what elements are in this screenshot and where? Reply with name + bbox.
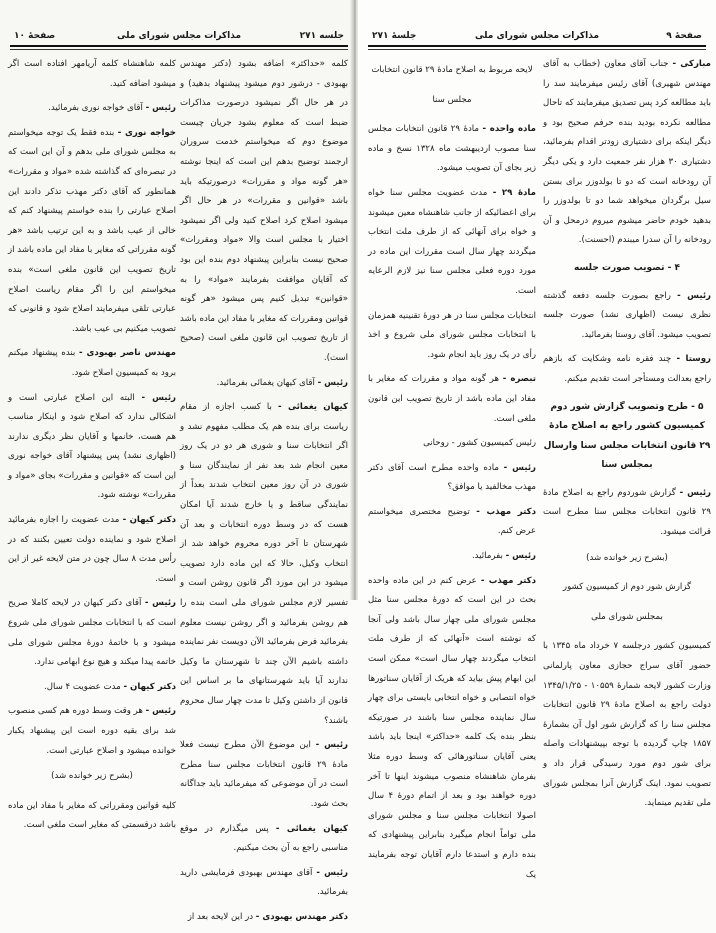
speaker-paragraph bbox=[368, 370, 536, 429]
paragraph-text: مدت عضویت ۴ سال. bbox=[44, 681, 121, 692]
running-title: مذاکرات مجلس شورای ملی bbox=[116, 31, 242, 41]
speaker-name: مهندس ناصر بهبودی - bbox=[79, 348, 176, 359]
paragraph bbox=[543, 549, 711, 569]
speaker-paragraph bbox=[180, 398, 348, 731]
speaker-paragraph bbox=[180, 864, 348, 903]
text-column-left bbox=[8, 55, 176, 841]
speaker-name: رئیس - bbox=[144, 598, 177, 609]
text-column-right bbox=[180, 55, 348, 933]
speaker-paragraph bbox=[180, 908, 348, 928]
paragraph-text: مدت عضویت مجلس سنا خواه برای اعضائیکه از جانب شاهنشاه معین میشوند و خواه برای آنهائی که از طرف ملت انتخاب میگردند چهار سال است مقررات این ماده در مورد دوره فعلی مجلس سنا نیز لازم الرعایه است. bbox=[368, 187, 536, 296]
speaker-name: رئیس - bbox=[145, 103, 176, 114]
paragraph-text: بمجلس شورای ملی bbox=[591, 611, 663, 622]
speaker-name: دکتر کیهان - bbox=[122, 515, 176, 526]
page-header bbox=[10, 31, 348, 47]
speaker-paragraph bbox=[543, 350, 711, 389]
header-rule bbox=[10, 49, 348, 50]
paragraph-text: عرض کنم در این ماده واحده بحث در این است که دورهٔ مجلس سنا مثل مجلس شورای ملی چهار سال باشد ولی آنجا که نوشته است «آنهائی که از طرف ملت انتخاب میگردند چهار سال است» ممکن است این ابهام پیش بیاید که هریک از آقایان سناتورها خواه انتصابی و خواه انتخابی بایستی برای چهار سال نماینده مجلس سنا باشند در صورتیکه بنظر بنده یک کلمه «حداکثر» اینجا باید باشد یعنی آقایان سناتورهائی که وسط دوره مثلا بفرمان شاهنشاه منصوب میشوند اینها تا آخر دوره خواهند بود و بعد از اتمام دورهٔ ۴ سال اصولا انتخابات مجلس سنا و مجلس شورای ملی تواماً انجام میگیرد بنابراین پیشنهادی که بنده دارم و استدعا دارم آقایان توجه بفرمایند یک bbox=[368, 575, 536, 880]
paragraph-text: رئیس کمیسیون کشور - روحانی bbox=[423, 438, 536, 449]
right-page bbox=[358, 0, 716, 880]
speaker-name: مادهٔ ۲۹ - bbox=[492, 187, 536, 198]
paragraph-text: کمیسیون کشور درجلسه ۷ خرداد ماه ۱۳۴۵ با حضور آقای سراج حجازی معاون پارلمانی وزارت کشور لایحه شمارهٔ ۱۰۵۵۹ - ۱۳۴۵/۱/۲۵ دولت راجع به اصلاح مادهٔ ۲۹ قانون انتخابات مجلس سنا را که گزارش شور اول آن بشمارهٔ ۱۸۵۷ چاپ گردیده با توجه بپیشنهادات واصله برای شور دوم مورد رسیدگی قرار داد و تصویب نمود. اینک گزارش آنرا بمجلس شورای ملی تقدیم مینماید. bbox=[543, 641, 712, 809]
speaker-name: دکتر مهندس بهبودی - bbox=[255, 911, 348, 922]
header-rule bbox=[368, 49, 706, 50]
page-header bbox=[368, 31, 706, 47]
speaker-name: دکتر مهذب - bbox=[476, 506, 537, 517]
running-title: مذاکرات مجلس شورای ملی bbox=[474, 31, 600, 41]
session-number: جلسه ۲۷۱ bbox=[299, 31, 344, 41]
speaker-name: رئیس - bbox=[679, 487, 712, 498]
speaker-paragraph bbox=[8, 344, 176, 383]
paragraph-text: لایحه مربوط به اصلاح مادهٔ ۲۹ قانون انتخابات bbox=[371, 65, 533, 75]
paragraph-text: مجلس سنا bbox=[432, 94, 472, 105]
paragraph-text: این موضوع الآن مطرح نیست فعلا مادهٔ ۲۹ قانون انتخابات مجلس سنا مطرح است در آن موضوعی که میفرمائید باید جداگانه بحث شود. bbox=[180, 740, 348, 809]
speaker-name: رئیس - bbox=[145, 706, 176, 717]
speaker-name: رئیس - bbox=[315, 740, 349, 751]
speaker-paragraph bbox=[368, 120, 536, 179]
page-number: صفحهٔ ۱۰ bbox=[14, 31, 56, 41]
speaker-paragraph bbox=[8, 702, 176, 761]
speaker-name: رئیس - bbox=[316, 867, 349, 878]
paragraph-text: توضیح مختصری میخواستم عرض کنم. bbox=[368, 506, 536, 537]
paragraph-text: چند فقره نامه وشکایت که بازهم راجع بعدالت ومستأجر است تقدیم میکنم. bbox=[543, 354, 711, 384]
paragraph-text: کلیه قوانین ومقرراتی که مغایر با مفاد این ماده باشد درقسمتی که مغایر است ملغی است. bbox=[8, 800, 176, 831]
session-number: جلسهٔ ۲۷۱ bbox=[372, 31, 417, 41]
speaker-paragraph bbox=[8, 389, 176, 507]
speaker-name: رئیس - bbox=[317, 377, 348, 388]
speaker-paragraph bbox=[368, 572, 536, 886]
paragraph-text: ۵ - طرح وتصویب گزارش شور دوم کمیسیون کشور راجع به اصلاح مادهٔ ۲۹ قانون انتخابات مجلس سنا وارسال بمجلس سنا bbox=[543, 401, 711, 471]
paragraph-text: با کسب اجازه از مقام ریاست برای بنده هم یک مطلب مفهوم نشد و اگر انتخابات سنا و شوری هر دو در یک روز معین انجام شد بعد نفر از نمایندگان سنا و شوری در آن روز معین انتخاب شدند بعداً از نمایندگی ساقط و یا خارج شدند آیا امکان هست که در وسط دوره انتخابات و بعد آن شهرستان تا آخر دوره محروم خواهد شد از انتخاب وکیل، حالا که این ماده دارد تصویب میشود در این مورد اگر قانون روشن است و تفسیر لازم مجلس شورای ملی است بنده را هم روشن بفرمائید و اگر روشن نیست معلوم بفرمائید فرض بفرمائید الآن دویست نفر نماینده داشته باشیم الآن چند تا شهرستان ما وکیل ندارند آیا باید شهرستانهای ما بر اساس این قانون از داشتن وکیل تا مدت چهار سال محروم باشند؟ bbox=[180, 402, 348, 726]
section-heading bbox=[543, 259, 711, 279]
speaker-paragraph bbox=[543, 484, 711, 543]
speaker-paragraph bbox=[368, 459, 536, 498]
paragraph-text: بنده پیشنهاد میکنم برود به کمیسیون اصلاح شود. bbox=[8, 348, 176, 378]
paragraph-text: البته این اصلاح عبارتی است و اشکالی ندارد که اصلاح شود و اینکار مناسب هم هست، خانمها و آقایان نظر دیگری ندارند (اظهاری نشد) پس پیشنهاد آقای خواجه نوری این است که «قوانین و مقررات» بجای «مواد و مقررات» نوشته شود. bbox=[8, 392, 176, 501]
paragraph-text: ماده واحده مطرح است آقای دکتر مهذب مخالفید یا موافق؟ bbox=[368, 462, 536, 493]
paragraph bbox=[368, 91, 536, 111]
paragraph-text: هر وقت وسط دوره هم کسی منصوب شد برای بقیه دوره است این پیشنهاد یکبار خوانده میشود و اصلاح عبارتی است. bbox=[8, 706, 176, 756]
speaker-paragraph bbox=[368, 184, 536, 302]
paragraph-text: بفرمائید. bbox=[471, 551, 503, 562]
paragraph-text: کلمه شاهنشاه کلمه آریامهر افتاده است اگر میشود اضافه کنید. bbox=[8, 59, 176, 89]
speaker-paragraph bbox=[543, 55, 711, 251]
paragraph bbox=[368, 434, 536, 454]
paragraph-text: جناب آقای معاون (خطاب به آقای مهندس شهیری) آقای رئیس میفرمایند سد را باید مطالعه کرد پس تصدیق میفرمایند که تاحال مطالعه نکرده بودید بنده حرفم صحیح بود و دیگر اینکه برای دشتیاری زودتر اقدام بفرمائید، دشتیاری ۳۰ هزار نفر جمعیت دارد و یکی دیگر آن رودخانه است که دو تا بولدوزر برای بستن سیل برگردان میخواهد شما دو تا بولدوزر را بدهید خودم حاضر میشوم میروم درمحل و آن رودخانه را آن سدرا میبندم (احسنت). bbox=[543, 59, 711, 246]
speaker-paragraph bbox=[8, 99, 176, 119]
paragraph-text: آقای دکتر کیهان در لایحه کاملا صریح است که با انتخابات مجلس شورای ملی شروع میشود و با خاتمهٔ دورهٔ مجلس شورای ملی خاتمه پیدا میکند و هیچ نوع ابهامی ندارد. bbox=[8, 598, 176, 668]
speaker-paragraph bbox=[368, 547, 536, 567]
paragraph-text: ۴ - تصویب صورت جلسه bbox=[574, 262, 680, 273]
paragraph-text: انتخابات مجلس سنا در هر دورهٔ تقنینیه همزمان با انتخابات مجلس شورای ملی شروع و اخذ رأی در یک روز باید انجام شود. bbox=[368, 310, 536, 360]
paragraph-text: آقای مهندس بهبودی فرمایشی دارید بفرمائید. bbox=[180, 867, 348, 898]
paragraph-text: مادهٔ ۲۹ قانون انتخابات مجلس سنا مصوب اردیبهشت ماه ۱۳۲۸ نسخ و ماده زیر بجای آن تصویب میشود. bbox=[368, 124, 536, 174]
speaker-name: دکتر مهذب - bbox=[480, 575, 536, 586]
paragraph-text: گزارش شوردوم راجع به اصلاح مادهٔ ۲۹ قانون انتخابات مجلس سنا مطرح است قرائت میشود. bbox=[543, 487, 711, 538]
paragraph bbox=[180, 55, 348, 369]
speaker-paragraph bbox=[180, 820, 348, 859]
speaker-name: رئیس - bbox=[505, 551, 536, 562]
speaker-name: کیهان یغمائی - bbox=[278, 402, 349, 413]
text-column-left bbox=[368, 55, 536, 890]
paragraph-text: مدت عضویت را اجازه بفرمائید اصلاح شود و نماینده دولت تعیین بکنند که در رأس مدت ۸ سال چون در متن لایحه غیر از این است. bbox=[8, 515, 176, 584]
paragraph-text: (بشرح زیر خوانده شد) bbox=[586, 552, 668, 563]
paragraph bbox=[543, 578, 711, 598]
paragraph-text: راجع بصورت جلسه دفعه گذشته نظری نیست (اظهاری نشد) صورت جلسه تصویب میشود. آقای روستا بفرمائید. bbox=[543, 290, 711, 340]
speaker-name: رئیس - bbox=[141, 392, 176, 403]
paragraph-text: کلمه «حداکثر» اضافه بشود (دکتر مهندس بهبودی - درشور دوم میشود پیشنهاد بدهید) و در هر حال اگر نمیشود درصورت مذاکرات ضبط است که معلوم بشود جریان چیست موضوع دوم که میخواستم خدمت سروران ارجمند توضیح بدهم این است که اینجا نوشته «هر گونه مواد و مقررات» درصورتیکه باید باشد «قوانین و مقررات» در هر حال اگر میشود اصلاح کرد اصلاح کنید ولی اگر نمیشود اختیار با مجلس است والا «مواد ومقررات» صحیح نیست بنابراین پیشنهاد دوم بنده این بود که آقایان موافقت بفرمایند «مواد» را به «قوانین» تبدیل کنیم پس میشود «هر گونه قوانین ومقررات که مغایر با مفاد این ماده باشد از تاریخ تصویب این قانون ملغی است (صحیح است). bbox=[180, 59, 348, 363]
text-column-right bbox=[543, 55, 711, 819]
speaker-paragraph bbox=[8, 594, 176, 672]
paragraph-text: آقای خواجه نوری بفرمائید. bbox=[48, 103, 143, 114]
paragraph bbox=[8, 767, 176, 787]
paragraph-text: در این لایحه بعد از bbox=[187, 911, 254, 922]
paragraph-text: پس میگذارم در موقع مناسبی راجع به آن بحث میکنیم. bbox=[180, 823, 348, 854]
speaker-name: رئیس - bbox=[677, 290, 712, 301]
left-page bbox=[0, 0, 358, 922]
speaker-paragraph bbox=[8, 511, 176, 589]
speaker-paragraph bbox=[8, 124, 176, 340]
speaker-paragraph bbox=[180, 736, 348, 814]
speaker-name: مبارکی - bbox=[672, 59, 711, 69]
paragraph bbox=[8, 55, 176, 94]
speaker-name: رئیس - bbox=[503, 462, 537, 473]
paragraph-text: بنده فقط یک توجه میخواستم به مجلس شورای ملی بدهم و آن این است که در تبصره‌ای که گذاشته شده «مواد و مقررات» همانطور که آقای دکتر مهذب تذکر دادند این اصلاح عبارتی را بنده خواستم پیشنهاد کنم که خالی از عیب باشد و به این ترتیب باشد «هر گونه مقرراتی که مغایر با مفاد این ماده باشد از تاریخ تصویب این قانون ملغی است» بنده میخواستم این را اگر مقام ریاست اصلاح عبارتی تلقی میفرمایند اصلاح شود و قانونی که تصویب میکنیم بی عیب باشد. bbox=[8, 127, 176, 334]
section-heading bbox=[543, 398, 711, 476]
speaker-paragraph bbox=[368, 503, 536, 542]
paragraph bbox=[543, 608, 711, 628]
speaker-name: دکتر کیهان - bbox=[123, 681, 176, 692]
speaker-paragraph bbox=[8, 678, 176, 698]
paragraph bbox=[368, 307, 536, 366]
paragraph bbox=[8, 797, 176, 836]
page-number: صفحهٔ ۹ bbox=[666, 31, 702, 41]
paragraph-text: هر گونه مواد و مقررات که مغایر با مفاد این ماده باشد از تاریخ تصویب این قانون ملغی است. bbox=[368, 374, 536, 424]
paragraph bbox=[543, 637, 711, 813]
speaker-paragraph bbox=[180, 374, 348, 394]
speaker-name: کیهان یغمائی - bbox=[275, 823, 349, 834]
paragraph-text: آقای کیهان یغمائی بفرمائید. bbox=[216, 377, 315, 388]
speaker-paragraph bbox=[543, 287, 711, 346]
paragraph bbox=[368, 61, 536, 81]
paragraph-text: گزارش شور دوم از کمیسیون کشور bbox=[562, 582, 692, 593]
speaker-name: تبصره - bbox=[502, 374, 536, 385]
speaker-name: خواجه نوری - bbox=[117, 127, 177, 138]
speaker-name: روستا - bbox=[676, 354, 711, 365]
paragraph-text: (بشرح زیر خوانده شد) bbox=[51, 771, 133, 782]
speaker-name: ماده واحده - bbox=[482, 124, 537, 135]
